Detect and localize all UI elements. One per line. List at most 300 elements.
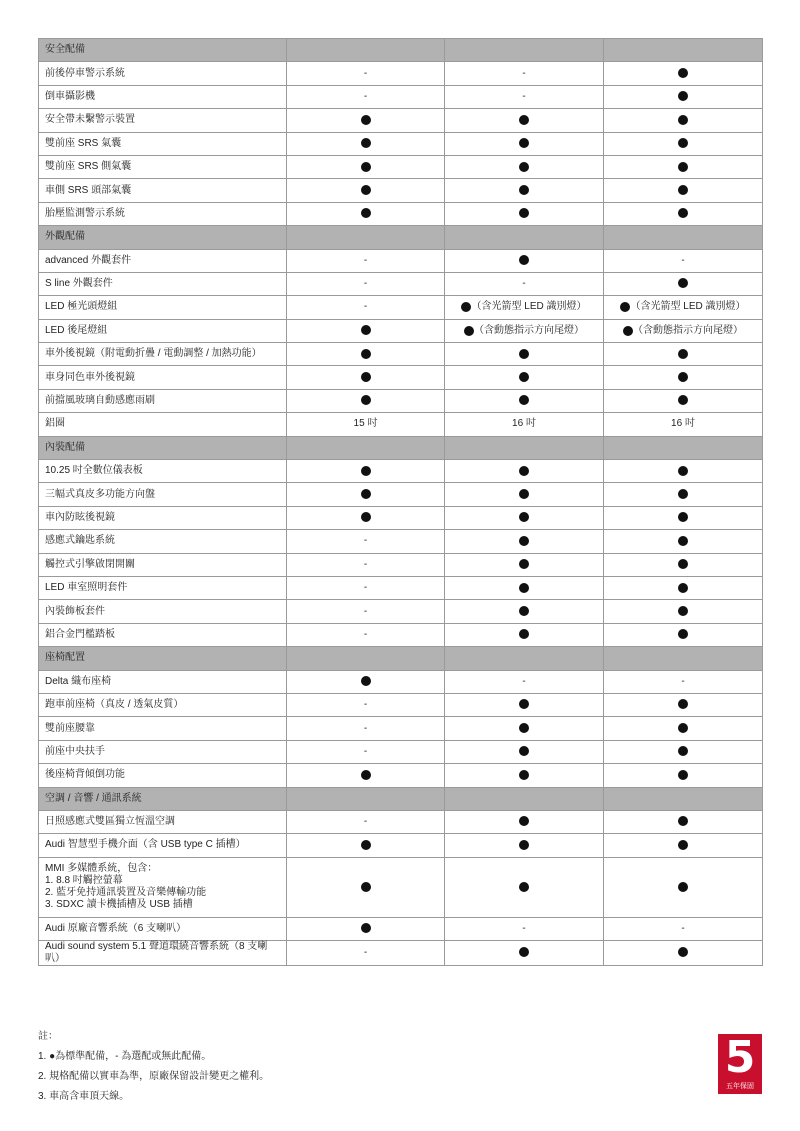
feature-label: 日照感應式雙區獨立恆溫空調 — [45, 816, 175, 828]
trim-value-cell — [287, 810, 445, 833]
standard-equipment-dot-icon — [519, 559, 529, 569]
trim-value-cell — [445, 917, 604, 940]
standard-equipment-dot-icon — [678, 489, 688, 499]
trim-value-cell — [445, 693, 604, 716]
feature-label-cell — [39, 530, 287, 553]
standard-equipment-dot-icon — [519, 882, 529, 892]
trim-value-cell — [287, 366, 445, 389]
spec-row — [39, 272, 763, 295]
trim-value-cell — [445, 155, 604, 178]
trim-value-cell — [445, 62, 604, 85]
trim-value-cell — [287, 85, 445, 108]
feature-label: Audi 原廠音響系統（6 支喇叭） — [45, 922, 187, 934]
trim-value-cell — [287, 600, 445, 623]
trim-value-cell — [287, 717, 445, 740]
trim-value-cell — [604, 179, 763, 202]
feature-label-cell — [39, 62, 287, 85]
trim-value-cell — [445, 623, 604, 646]
trim-value-cell — [445, 834, 604, 857]
footnote-3: 3. 車高含車頂天線。 — [38, 1091, 130, 1102]
trim-value: - — [363, 628, 368, 640]
trim-value-cell — [445, 553, 604, 576]
section-title: 空調 / 音響 / 通訊系統 — [39, 787, 287, 810]
trim-value-cell — [287, 249, 445, 272]
feature-label: 3. SDXC 讀卡機插槽及 USB 插槽 — [45, 899, 193, 911]
spec-row — [39, 62, 763, 85]
feature-label: 內裝飾板套件 — [45, 605, 105, 617]
standard-equipment-dot-icon — [678, 606, 688, 616]
spec-row — [39, 506, 763, 529]
trim-value-cell — [604, 600, 763, 623]
feature-label: S line 外觀套件 — [45, 278, 113, 290]
standard-equipment-dot-icon — [678, 91, 688, 101]
feature-label: 2. 藍牙免持通訊裝置及音樂傳輸功能 — [45, 887, 207, 899]
feature-label-cell — [39, 764, 287, 787]
trim-value: - — [363, 605, 368, 617]
trim-value-cell — [604, 810, 763, 833]
standard-equipment-dot-icon — [519, 372, 529, 382]
section-header-row — [39, 787, 763, 810]
feature-label-cell — [39, 506, 287, 529]
spec-row — [39, 179, 763, 202]
trim-value-cell — [287, 576, 445, 599]
standard-equipment-dot-icon — [519, 115, 529, 125]
trim-value-cell — [287, 693, 445, 716]
feature-label: 雙前座 SRS 氣囊 — [45, 137, 122, 149]
trim-value: - — [363, 67, 368, 79]
spec-row — [39, 319, 763, 342]
standard-equipment-dot-icon — [678, 947, 688, 957]
trim-value-cell — [604, 132, 763, 155]
feature-label: 車身同色車外後視鏡 — [45, 371, 135, 383]
feature-label: 10.25 吋全數位儀表板 — [45, 465, 143, 477]
feature-label: 鋁圈 — [45, 418, 65, 430]
trim-value-cell — [287, 483, 445, 506]
section-header-blank-cell — [445, 787, 604, 810]
trim-value-cell — [604, 834, 763, 857]
trim-value-cell — [604, 483, 763, 506]
trim-value: 16 吋 — [512, 418, 536, 430]
standard-equipment-dot-icon — [519, 699, 529, 709]
standard-equipment-dot-icon — [678, 349, 688, 359]
trim-value-cell — [604, 249, 763, 272]
trim-value-cell — [445, 296, 604, 319]
trim-value-cell — [604, 917, 763, 940]
trim-value: - — [363, 90, 368, 102]
spec-row — [39, 460, 763, 483]
standard-equipment-dot-icon — [361, 466, 371, 476]
section-header-blank-cell — [287, 787, 445, 810]
feature-label: LED 極光頭燈組 — [45, 301, 118, 313]
spec-row — [39, 600, 763, 623]
standard-equipment-dot-icon — [678, 629, 688, 639]
trim-value-cell — [445, 272, 604, 295]
spec-row — [39, 857, 763, 917]
trim-value-cell — [445, 530, 604, 553]
spec-row — [39, 553, 763, 576]
trim-value: - — [363, 535, 368, 547]
trim-value: - — [363, 947, 368, 959]
trim-value-cell — [287, 179, 445, 202]
warranty-badge-digit: 5 — [724, 1032, 756, 1083]
standard-equipment-dot-icon — [361, 372, 371, 382]
trim-value: - — [681, 675, 685, 687]
feature-label: MMI 多媒體系統，包含： — [45, 863, 158, 875]
spec-row — [39, 530, 763, 553]
trim-value-cell — [287, 857, 445, 917]
standard-equipment-dot-icon — [519, 489, 529, 499]
feature-label: 感應式鑰匙系統 — [45, 535, 115, 547]
standard-equipment-dot-icon — [519, 162, 529, 172]
trim-value-cell — [445, 483, 604, 506]
spec-row — [39, 366, 763, 389]
feature-label-cell — [39, 740, 287, 763]
feature-label-cell — [39, 272, 287, 295]
warranty-badge-text: 五年保固 — [726, 1083, 754, 1090]
trim-value-cell — [445, 460, 604, 483]
standard-equipment-dot-icon — [519, 255, 529, 265]
standard-equipment-dot-icon — [678, 840, 688, 850]
feature-label: 雙前座 SRS 側氣囊 — [45, 161, 132, 173]
feature-label: 倒車攝影機 — [45, 90, 95, 102]
trim-value-cell — [287, 155, 445, 178]
trim-value-cell — [445, 740, 604, 763]
standard-equipment-dot-icon — [519, 138, 529, 148]
standard-equipment-dot-icon — [361, 512, 371, 522]
spec-row — [39, 296, 763, 319]
feature-label: Audi 智慧型手機介面（含 USB type C 插槽） — [45, 839, 246, 851]
trim-value-cell — [445, 670, 604, 693]
trim-value-cell — [604, 857, 763, 917]
feature-label-cell — [39, 413, 287, 436]
trim-value: - — [522, 278, 526, 290]
spec-row — [39, 670, 763, 693]
feature-label: 前座中央扶手 — [45, 745, 105, 757]
trim-value: - — [363, 582, 368, 594]
spec-row — [39, 343, 763, 366]
feature-label-cell — [39, 576, 287, 599]
feature-label-cell — [39, 179, 287, 202]
spec-row — [39, 389, 763, 412]
section-title: 內裝配備 — [39, 436, 287, 459]
spec-row — [39, 413, 763, 436]
standard-equipment-dot-icon — [519, 349, 529, 359]
footnote-1: 1. ●為標準配備，- 為選配或無此配備。 — [38, 1051, 212, 1062]
trim-value: - — [363, 722, 368, 734]
standard-equipment-dot-icon — [678, 723, 688, 733]
feature-label: 1. 8.8 吋觸控螢幕 — [45, 875, 123, 887]
trim-value-cell — [287, 272, 445, 295]
trim-value-cell — [287, 132, 445, 155]
feature-label-cell — [39, 85, 287, 108]
trim-value-cell — [604, 389, 763, 412]
trim-value: - — [363, 745, 368, 757]
trim-value: - — [681, 922, 685, 934]
standard-equipment-dot-icon — [519, 947, 529, 957]
trim-value-cell — [604, 62, 763, 85]
standard-equipment-dot-icon — [519, 746, 529, 756]
trim-value-cell — [604, 343, 763, 366]
section-header-blank-cell — [604, 647, 763, 670]
trim-value-cell — [287, 389, 445, 412]
feature-label-cell — [39, 857, 287, 917]
feature-label-cell — [39, 941, 287, 966]
feature-label-cell — [39, 717, 287, 740]
standard-equipment-dot-icon — [678, 770, 688, 780]
feature-label: Delta 織布座椅 — [45, 675, 112, 687]
trim-value-cell — [604, 366, 763, 389]
standard-equipment-dot-icon — [361, 185, 371, 195]
section-header-row — [39, 436, 763, 459]
spec-row — [39, 155, 763, 178]
standard-equipment-dot-icon — [519, 606, 529, 616]
standard-equipment-dot-icon — [361, 162, 371, 172]
feature-label-cell — [39, 389, 287, 412]
section-title: 外觀配備 — [39, 226, 287, 249]
standard-equipment-dot-icon — [678, 208, 688, 218]
trim-value-cell — [287, 670, 445, 693]
section-header-row — [39, 226, 763, 249]
standard-equipment-dot-icon — [519, 723, 529, 733]
trim-value-cell — [604, 764, 763, 787]
standard-equipment-dot-icon — [519, 185, 529, 195]
spec-row — [39, 623, 763, 646]
feature-label-cell — [39, 483, 287, 506]
trim-value-cell — [287, 623, 445, 646]
trim-value-cell — [445, 810, 604, 833]
standard-equipment-dot-icon — [519, 395, 529, 405]
feature-label: advanced 外觀套件 — [45, 254, 132, 266]
section-header-blank-cell — [445, 436, 604, 459]
trim-value: - — [363, 301, 368, 313]
section-header-blank-cell — [445, 226, 604, 249]
trim-value-cell — [287, 202, 445, 225]
trim-value: 15 吋 — [353, 418, 378, 430]
section-header-blank-cell — [604, 436, 763, 459]
spec-row — [39, 764, 763, 787]
spec-row — [39, 917, 763, 940]
trim-value-cell — [287, 62, 445, 85]
trim-value-cell — [604, 155, 763, 178]
trim-value-cell — [445, 343, 604, 366]
feature-label: 前後停車警示系統 — [45, 67, 125, 79]
standard-equipment-dot-icon — [519, 629, 529, 639]
feature-label-cell — [39, 319, 287, 342]
feature-label-cell — [39, 917, 287, 940]
trim-value-cell — [604, 413, 763, 436]
feature-label-cell — [39, 623, 287, 646]
standard-equipment-dot-icon — [361, 489, 371, 499]
feature-label-cell — [39, 109, 287, 132]
standard-equipment-dot-icon — [678, 162, 688, 172]
standard-equipment-dot-icon — [620, 302, 630, 312]
spec-table — [38, 38, 763, 966]
section-title: 座椅配置 — [39, 647, 287, 670]
feature-label: 胎壓監測警示系統 — [45, 207, 125, 219]
trim-value-cell — [604, 623, 763, 646]
standard-equipment-dot-icon — [519, 840, 529, 850]
feature-label-cell — [39, 810, 287, 833]
standard-equipment-dot-icon — [678, 882, 688, 892]
trim-value-cell — [445, 389, 604, 412]
trim-value-cell — [287, 941, 445, 966]
spec-row — [39, 85, 763, 108]
trim-value-cell — [445, 764, 604, 787]
trim-value-cell — [445, 319, 604, 342]
spec-row — [39, 717, 763, 740]
trim-value: - — [522, 67, 526, 79]
feature-label: Audi sound system 5.1 聲道環繞音響系統（8 支喇叭） — [45, 941, 268, 965]
trim-value-cell — [445, 366, 604, 389]
trim-value: - — [363, 254, 368, 266]
standard-equipment-dot-icon — [678, 512, 688, 522]
feature-label: 安全帶未繫警示裝置 — [45, 114, 135, 126]
section-header-blank-cell — [445, 647, 604, 670]
section-header-blank-cell — [604, 787, 763, 810]
trim-value: - — [522, 922, 526, 934]
trim-value-cell — [445, 132, 604, 155]
standard-equipment-dot-icon — [361, 770, 371, 780]
feature-label-cell — [39, 600, 287, 623]
feature-label: 車側 SRS 頭部氣囊 — [45, 184, 132, 196]
spec-row — [39, 693, 763, 716]
feature-label-cell — [39, 693, 287, 716]
trim-value-cell — [445, 600, 604, 623]
feature-label: LED 後尾燈組 — [45, 324, 108, 336]
trim-value-cell — [604, 670, 763, 693]
feature-label: 鋁合金門檻踏板 — [45, 628, 115, 640]
trim-value: 16 吋 — [671, 418, 695, 430]
feature-label: 雙前座腰靠 — [45, 722, 95, 734]
section-header-blank-cell — [287, 39, 445, 62]
standard-equipment-dot-icon — [361, 208, 371, 218]
section-header-blank-cell — [287, 647, 445, 670]
trim-value: - — [363, 558, 368, 570]
feature-label-cell — [39, 460, 287, 483]
spec-row — [39, 834, 763, 857]
trim-value-cell — [604, 693, 763, 716]
trim-value-cell — [445, 109, 604, 132]
feature-label-cell — [39, 296, 287, 319]
standard-equipment-dot-icon — [361, 395, 371, 405]
feature-label: LED 車室照明套件 — [45, 582, 128, 594]
trim-value-cell — [604, 319, 763, 342]
feature-label: 車外後視鏡（附電動折疊 / 電動調整 / 加熱功能） — [45, 348, 262, 360]
standard-equipment-dot-icon — [519, 583, 529, 593]
section-header-blank-cell — [287, 436, 445, 459]
standard-equipment-dot-icon — [678, 559, 688, 569]
spec-row — [39, 576, 763, 599]
standard-equipment-dot-icon — [519, 770, 529, 780]
standard-equipment-dot-icon — [678, 68, 688, 78]
standard-equipment-dot-icon — [678, 583, 688, 593]
trim-value-cell — [604, 740, 763, 763]
trim-value-cell — [445, 179, 604, 202]
standard-equipment-dot-icon — [361, 349, 371, 359]
trim-value: - — [522, 90, 526, 102]
trim-value: - — [522, 675, 526, 687]
five-year-warranty-badge — [718, 1034, 762, 1094]
section-header-row — [39, 647, 763, 670]
feature-label-cell — [39, 202, 287, 225]
feature-label-cell — [39, 834, 287, 857]
spec-row — [39, 941, 763, 966]
trim-value-cell — [604, 272, 763, 295]
standard-equipment-dot-icon — [519, 466, 529, 476]
trim-value-cell — [445, 506, 604, 529]
trim-value-cell — [445, 941, 604, 966]
feature-label-cell — [39, 670, 287, 693]
trim-value-cell — [287, 506, 445, 529]
section-title: 安全配備 — [39, 39, 287, 62]
trim-value-cell — [604, 553, 763, 576]
standard-equipment-dot-icon — [361, 115, 371, 125]
trim-value-cell — [445, 576, 604, 599]
standard-equipment-dot-icon — [461, 302, 471, 312]
spec-row — [39, 249, 763, 272]
feature-label-cell — [39, 343, 287, 366]
standard-equipment-dot-icon — [678, 746, 688, 756]
spec-row — [39, 740, 763, 763]
trim-value-cell — [287, 553, 445, 576]
trim-value-cell — [604, 530, 763, 553]
standard-equipment-dot-icon — [519, 208, 529, 218]
standard-equipment-dot-icon — [678, 115, 688, 125]
section-header-blank-cell — [287, 226, 445, 249]
standard-equipment-dot-icon — [678, 816, 688, 826]
trim-value-cell — [287, 460, 445, 483]
feature-label-cell — [39, 155, 287, 178]
trim-value-cell — [604, 296, 763, 319]
feature-label: 後座椅背傾倒功能 — [45, 769, 125, 781]
trim-value-cell — [604, 941, 763, 966]
feature-label: 前擋風玻璃自動感應雨刷 — [45, 395, 155, 407]
trim-value-cell — [445, 249, 604, 272]
spec-row — [39, 202, 763, 225]
feature-label: 觸控式引擎啟閉開關 — [45, 558, 135, 570]
section-header-blank-cell — [604, 226, 763, 249]
trim-value: - — [363, 278, 368, 290]
feature-label-cell — [39, 132, 287, 155]
standard-equipment-dot-icon — [678, 372, 688, 382]
footnotes — [38, 1027, 269, 1107]
standard-equipment-dot-icon — [678, 536, 688, 546]
feature-label: 跑車前座椅（真皮 / 透氣皮質） — [45, 699, 184, 711]
trim-value-cell — [604, 460, 763, 483]
trim-value-cell — [604, 85, 763, 108]
standard-equipment-dot-icon — [361, 138, 371, 148]
standard-equipment-dot-icon — [519, 816, 529, 826]
standard-equipment-dot-icon — [361, 923, 371, 933]
trim-value-note: （含動態指示方向尾燈） — [474, 324, 584, 336]
trim-value-cell — [604, 717, 763, 740]
spec-row — [39, 109, 763, 132]
footnotes-heading: 註： — [38, 1031, 58, 1042]
feature-label: 車內防眩後視鏡 — [45, 512, 115, 523]
standard-equipment-dot-icon — [678, 278, 688, 288]
feature-label: 三幅式真皮多功能方向盤 — [45, 488, 155, 500]
trim-value-cell — [604, 109, 763, 132]
trim-value-cell — [445, 85, 604, 108]
trim-value-cell — [604, 202, 763, 225]
standard-equipment-dot-icon — [361, 840, 371, 850]
trim-value-cell — [287, 530, 445, 553]
trim-value-cell — [287, 764, 445, 787]
feature-label-cell — [39, 553, 287, 576]
trim-value-cell — [445, 202, 604, 225]
standard-equipment-dot-icon — [623, 326, 633, 336]
trim-value-note: （含光箭型 LED 識別燈） — [630, 301, 746, 313]
